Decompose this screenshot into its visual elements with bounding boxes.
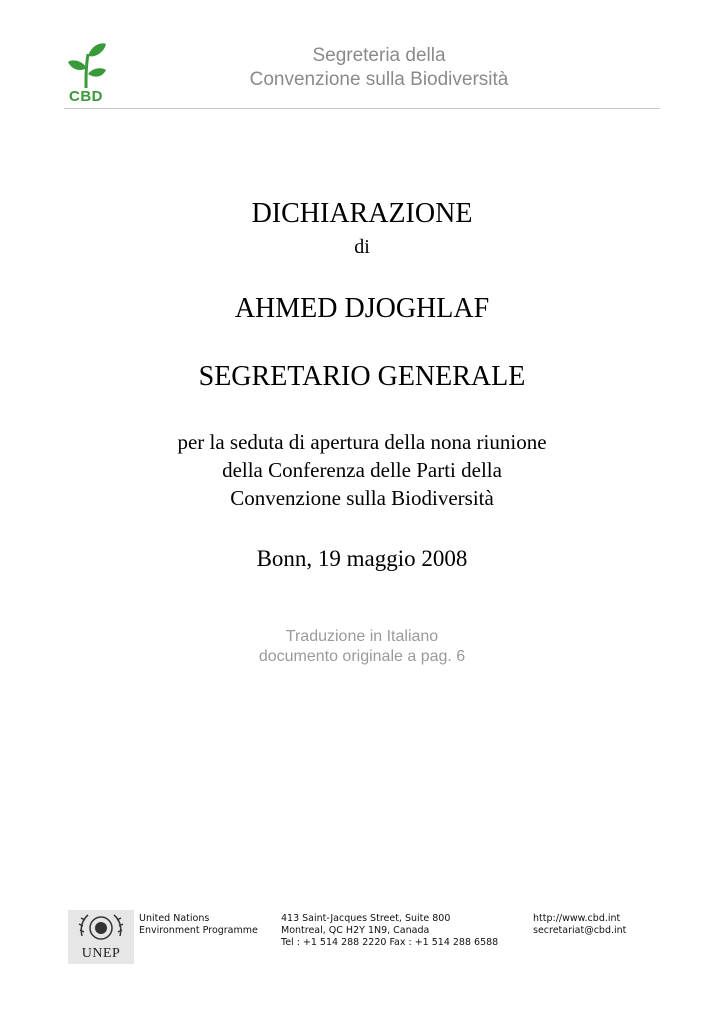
org-line-2: Environment Programme: [139, 925, 258, 936]
translation-line-2: documento originale a pag. 6: [258, 648, 466, 665]
footer-contact: [533, 913, 626, 937]
address-line-2: Montreal, QC H2Y 1N9, Canada: [281, 925, 430, 936]
address-line-1: 413 Saint-Jacques Street, Suite 800: [281, 913, 451, 924]
email-link[interactable]: secretariat@cbd.int: [533, 925, 627, 936]
desc-line-1: per la seduta di apertura della nona riunione: [177, 430, 547, 454]
place-date: Bonn, 19 maggio 2008: [256, 546, 468, 571]
secretariat-title: [214, 44, 544, 92]
desc-line-2: della Conferenza delle Parti della: [222, 458, 502, 482]
speaker-role: SEGRETARIO GENERALE: [198, 361, 526, 392]
unep-emblem-icon: [68, 910, 134, 948]
cbd-logo-text: CBD: [69, 88, 103, 105]
document-title: DICHIARAZIONE: [251, 198, 473, 229]
translation-note: [0, 627, 724, 667]
page-footer: [68, 910, 668, 966]
website-link[interactable]: http://www.cbd.int: [533, 913, 621, 924]
secretariat-line-1: Segreteria della: [312, 45, 446, 66]
org-line-1: United Nations: [139, 913, 210, 924]
speaker-name: AHMED DJOGHLAF: [234, 293, 490, 324]
translation-line-1: Traduzione in Italiano: [285, 628, 439, 645]
unep-logo: [68, 910, 134, 964]
cbd-leaf-icon: [64, 40, 112, 90]
footer-address: [281, 913, 498, 949]
cbd-logo: [64, 40, 112, 106]
occasion-description: [0, 428, 724, 512]
page-header: [64, 40, 660, 109]
secretariat-line-2: Convenzione sulla Biodiversità: [249, 69, 509, 90]
di-text: di: [354, 236, 370, 258]
address-line-3: Tel : +1 514 288 2220 Fax : +1 514 288 6588: [281, 937, 499, 948]
footer-organization: [139, 913, 258, 937]
unep-logo-text: UNEP: [81, 946, 121, 961]
desc-line-3: Convenzione sulla Biodiversità: [230, 486, 494, 510]
